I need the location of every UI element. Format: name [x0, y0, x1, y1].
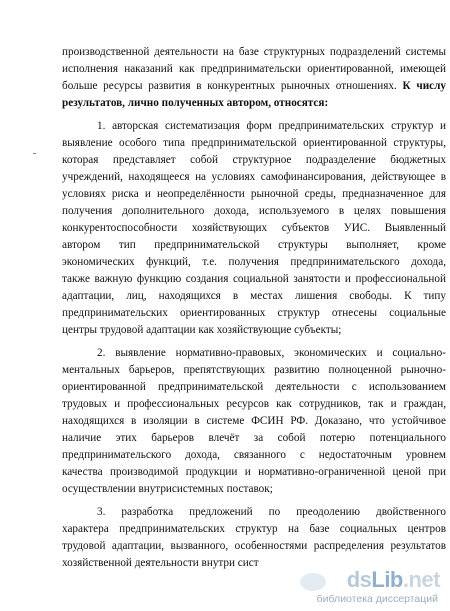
- list-item-2: 2. выявление нормативно-правовых, экономических и социально-: [97, 347, 446, 359]
- text-line: предпринимательского дохода, связанного с недостаточным уровнем: [62, 449, 446, 461]
- text-line: получения дополнительного дохода, используемого в целях повышения: [62, 205, 446, 217]
- text-line: характера предпринимательских структур на базе социальных центров: [62, 523, 446, 535]
- list-item-3: 3. разработка предложений по преодолению двойственного: [97, 506, 446, 518]
- text-line: которая представляет собой структурное подразделение бюджетных: [62, 154, 446, 166]
- text-line: адаптации, лиц, находящихся в местах лишения свободы. К типу: [62, 290, 446, 302]
- text-line: трудовых и профессиональных ресурсов как сотрудников, так и граждан,: [62, 398, 446, 410]
- text-line: условиях риска и неопределённости рыночной среды, предназначенное для: [62, 188, 446, 200]
- text-line: ориентированной предпринимательской деятельности с использованием: [62, 381, 446, 393]
- text-line: выявление особого типа предпринимательской ориентированной структуры,: [62, 137, 446, 149]
- watermark-logo: [300, 569, 440, 607]
- bold-fragment: К числу: [402, 80, 447, 92]
- text-line: качества производимой продукции и нормативно-ограниченной ценой при: [62, 466, 446, 478]
- text-line: трудовой адаптации, вызванного, особенностями распределения результатов: [62, 540, 446, 552]
- text-line: [62, 79, 446, 93]
- text-line: автором тип предпринимательской структуры выполняет, кроме: [62, 239, 446, 251]
- text-line: осуществлении внутрисистемных поставок;: [62, 483, 273, 495]
- text-line: конкурентоспособности хозяйствующих субъектов УИС. Выявленный: [62, 222, 446, 234]
- text-line: предпринимательских ориентированных структур отнесены социальные: [62, 307, 446, 319]
- text-line: центры трудовой адаптации как хозяйствующие субъекты;: [62, 324, 342, 336]
- text-line: находящихся в изоляции в системе ФСИН РФ. Доказано, что устойчивое: [62, 415, 446, 427]
- list-item-1: 1. авторская систематизация форм предпринимательских структур и: [97, 120, 446, 132]
- speech-bubble-icon: [300, 573, 326, 591]
- text-line: хозяйственной деятельности внутри сист: [62, 557, 259, 569]
- text-line: учреждений, находящееся на условиях самофинансирования, действующее в: [62, 171, 446, 183]
- watermark-subtitle: библиотека диссертаций: [316, 593, 438, 605]
- text-line: наличие этих барьеров влечёт за собой потерю потенциального: [62, 432, 446, 444]
- margin-mark: [33, 153, 36, 154]
- text-line: производственной деятельности на базе структурных подразделений системы: [62, 46, 446, 58]
- text-line: результатов, лично полученных автором, относятся:: [62, 97, 329, 109]
- text-fragment: больше ресурсы развития в конкурентных рыночных отношениях.: [62, 80, 397, 92]
- watermark-logo-text: dsLib.net: [346, 567, 440, 592]
- text-line: ментальных барьеров, препятствующих развитию полноценной рыночно-: [62, 364, 446, 376]
- text-line: исполнения наказаний как предпринимательски ориентированной, имеющей: [62, 63, 446, 75]
- text-line: экономических функций, т.е. получения предпринимательского дохода,: [62, 256, 446, 268]
- text-line: также важную функцию создания социальной занятости и профессиональной: [62, 273, 446, 285]
